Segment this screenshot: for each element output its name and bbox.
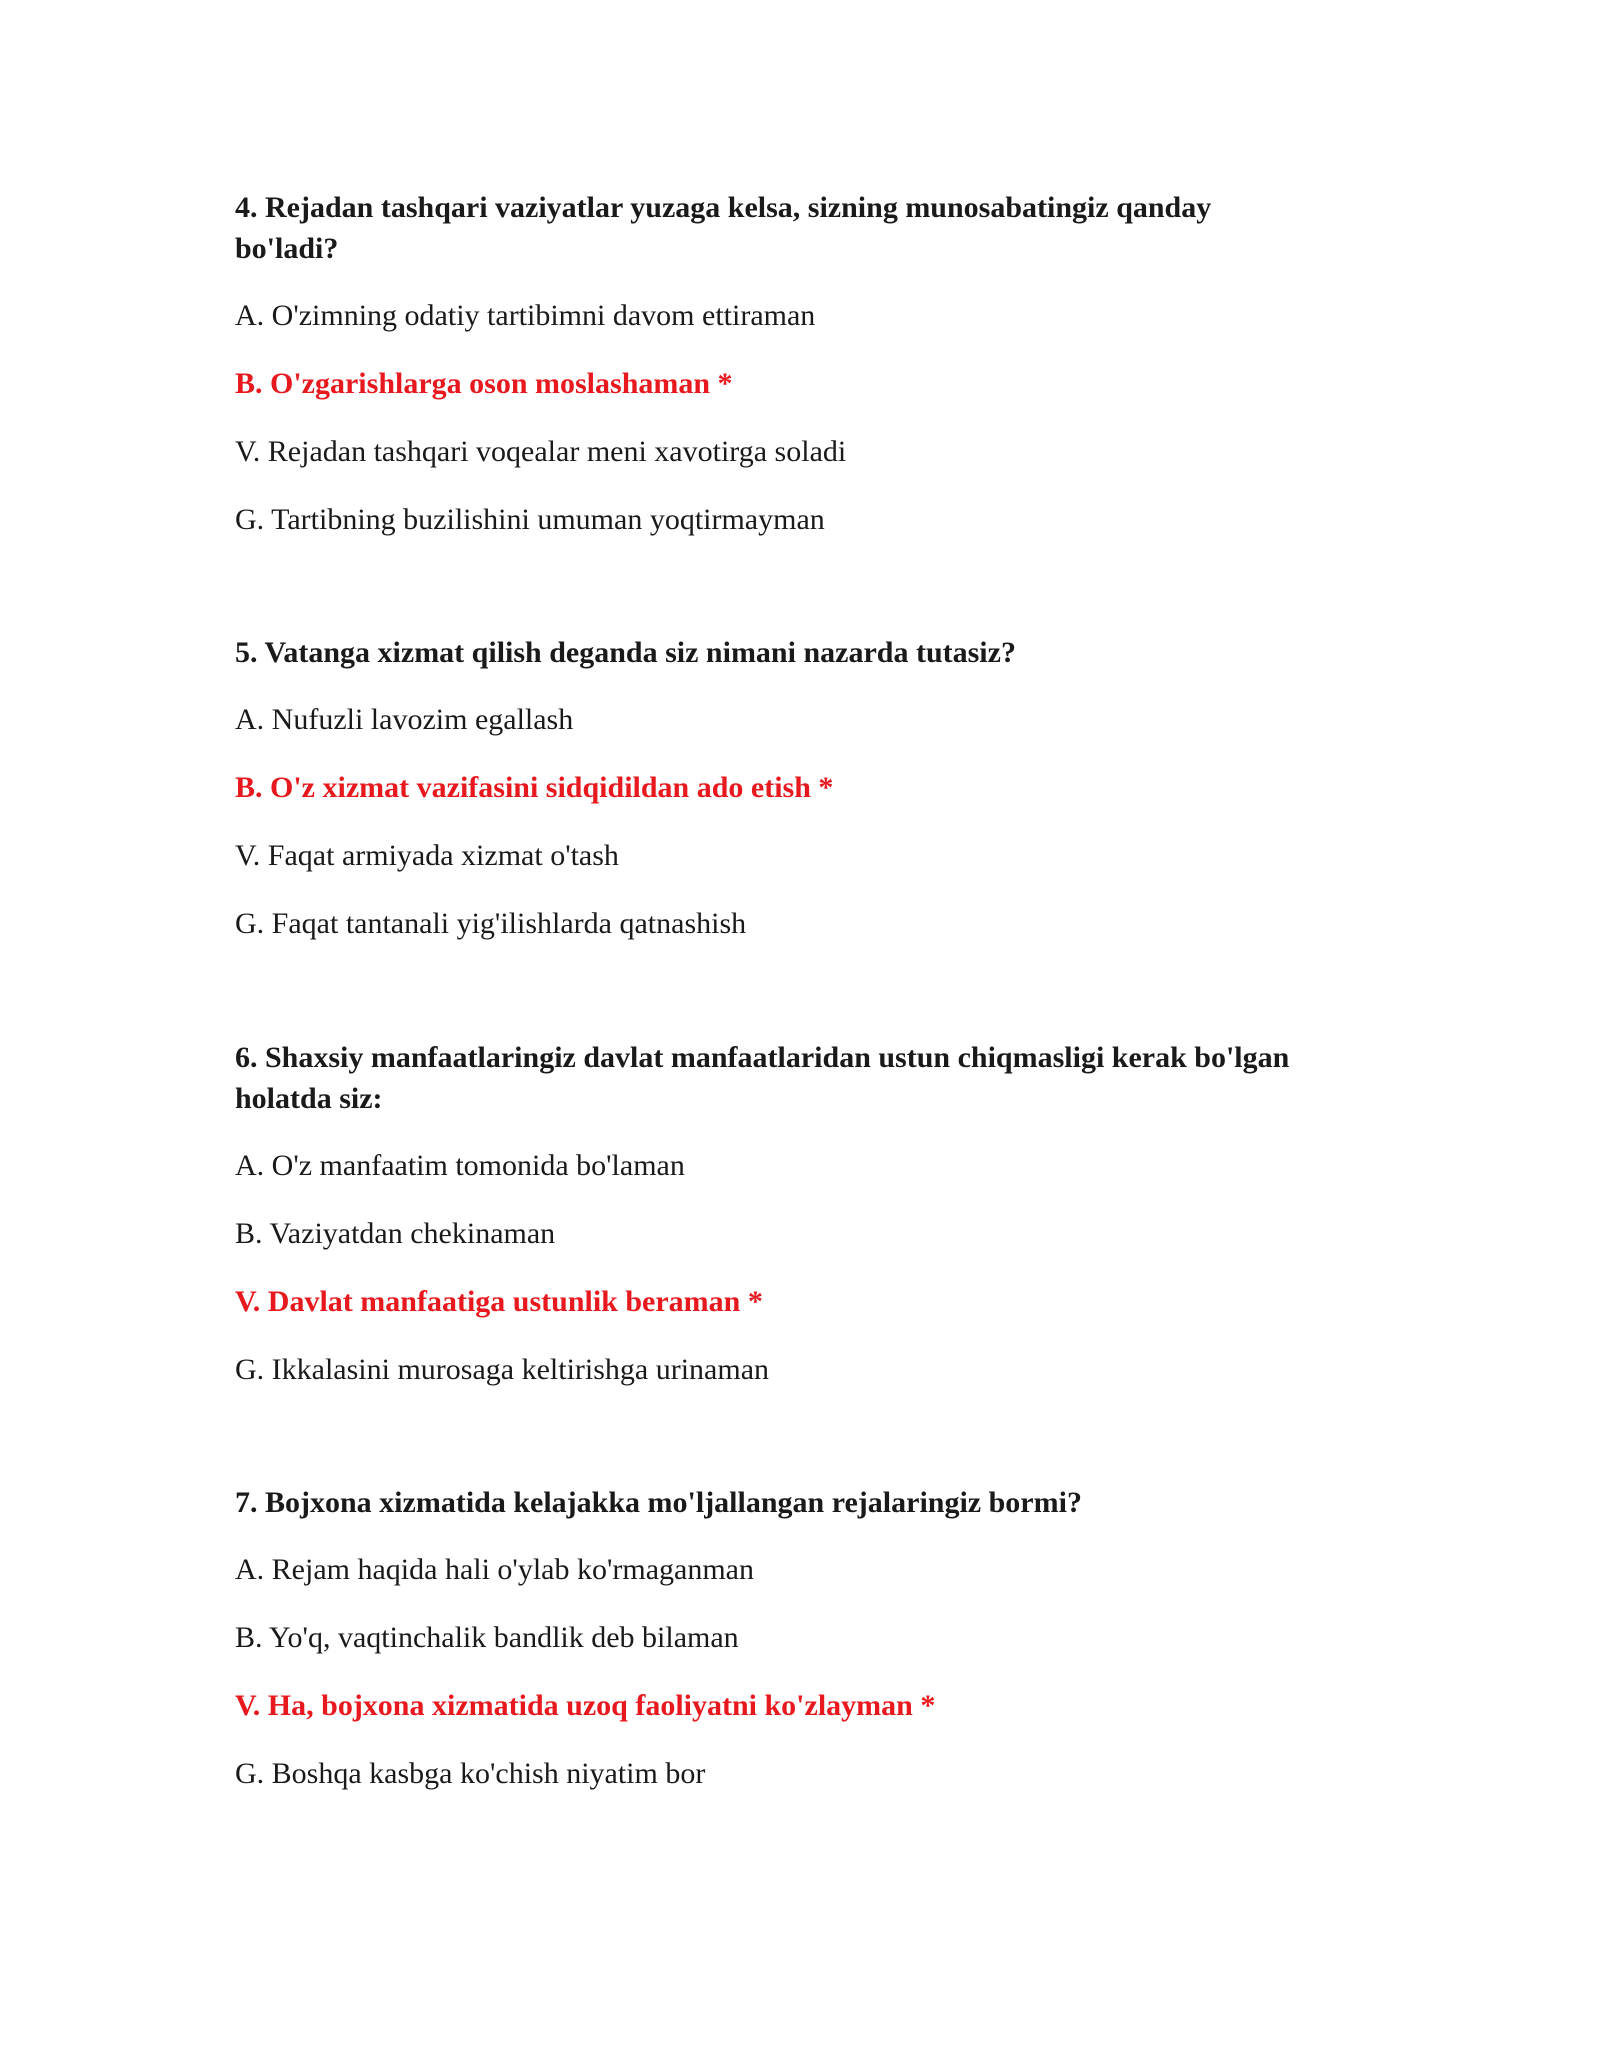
option-v-correct: V. Ha, bojxona xizmatida uzoq faoliyatni ko'zlayman * bbox=[235, 1689, 936, 1722]
option-v: V. Faqat armiyada xizmat o'tash bbox=[235, 839, 619, 872]
question-title: 5. Vatanga xizmat qilish deganda siz nimani nazarda tutasiz? bbox=[235, 636, 1016, 669]
option-a: A. Rejam haqida hali o'ylab ko'rmaganman bbox=[235, 1553, 754, 1586]
question-6 bbox=[235, 1037, 1365, 1417]
option-a: A. O'zimning odatiy tartibimni davom ettiraman bbox=[235, 299, 816, 332]
option-b-correct: B. O'zgarishlarga oson moslashaman * bbox=[235, 367, 733, 400]
question-title: 7. Bojxona xizmatida kelajakka mo'ljallangan rejalaringiz bormi? bbox=[235, 1486, 1082, 1519]
question-5 bbox=[235, 632, 1365, 971]
option-g: G. Faqat tantanali yig'ilishlarda qatnashish bbox=[235, 907, 747, 940]
option-v: V. Rejadan tashqari voqealar meni xavotirga soladi bbox=[235, 435, 847, 468]
question-4 bbox=[235, 187, 1365, 567]
option-b: B. Vaziyatdan chekinaman bbox=[235, 1217, 556, 1250]
question-title: 6. Shaxsiy manfaatlaringiz davlat manfaatlaridan ustun chiqmasligi kerak bo'lgan holatda siz: bbox=[235, 1041, 1290, 1115]
option-a: A. Nufuzli lavozim egallash bbox=[235, 703, 574, 736]
question-title: 4. Rejadan tashqari vaziyatlar yuzaga kelsa, sizning munosabatingiz qanday bo'ladi? bbox=[235, 191, 1212, 265]
option-g: G. Tartibning buzilishini umuman yoqtirmayman bbox=[235, 503, 825, 536]
question-7 bbox=[235, 1482, 1365, 1821]
option-v-correct: V. Davlat manfaatiga ustunlik beraman * bbox=[235, 1285, 763, 1318]
option-g: G. Ikkalasini murosaga keltirishga urinaman bbox=[235, 1353, 770, 1386]
option-a: A. O'z manfaatim tomonida bo'laman bbox=[235, 1149, 685, 1182]
option-b-correct: B. O'z xizmat vazifasini sidqidildan ado etish * bbox=[235, 771, 834, 804]
option-g: G. Boshqa kasbga ko'chish niyatim bor bbox=[235, 1757, 706, 1790]
option-b: B. Yo'q, vaqtinchalik bandlik deb bilaman bbox=[235, 1621, 739, 1654]
